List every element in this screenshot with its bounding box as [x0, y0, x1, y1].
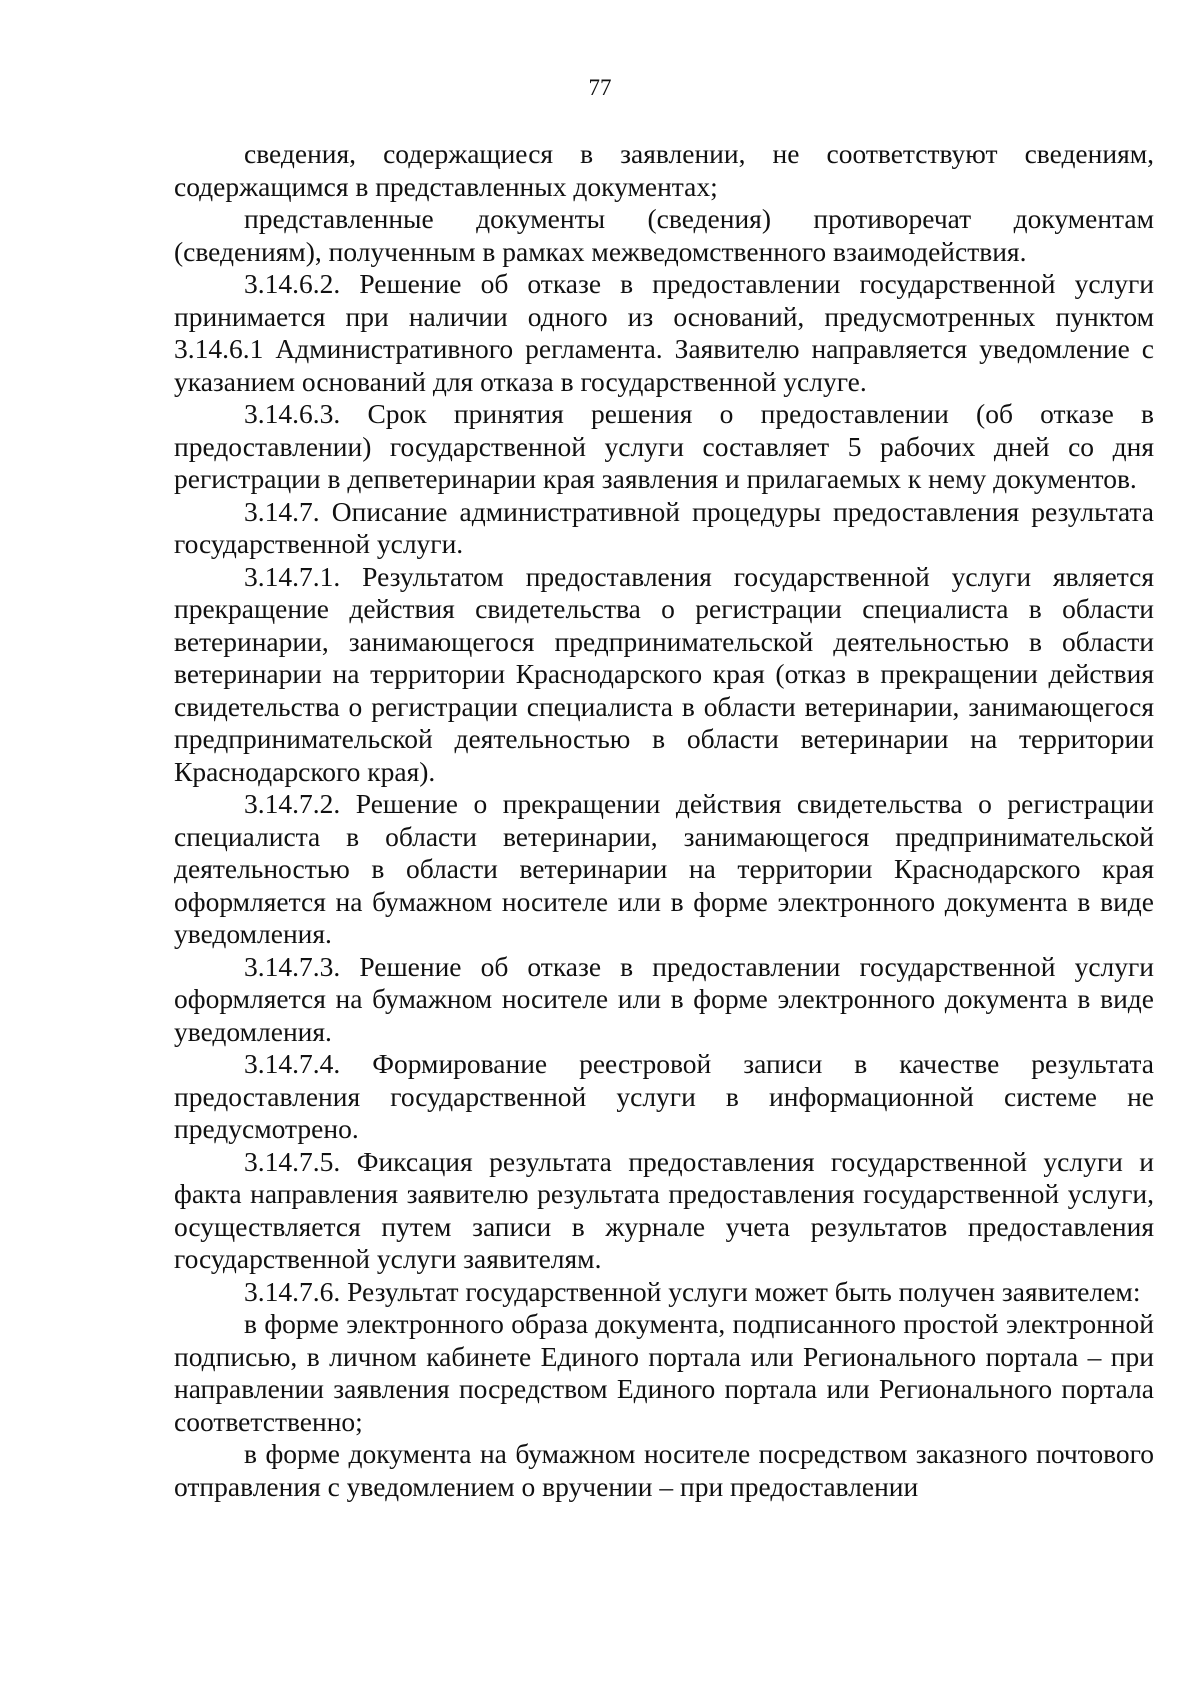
- paragraph: 3.14.7.5. Фиксация результата предоставления государственной услуги и факта направления заявителю результата предоставления государственной услуги, осуществляется путем записи в журнале учета результатов предоставления государственной услуги заявителям.: [174, 1145, 1154, 1274]
- paragraph: представленные документы (сведения) противоречат документам (сведениям), полученным в рамках межведомственного взаимодействия.: [174, 203, 1154, 267]
- paragraph: 3.14.7.1. Результатом предоставления государственной услуги является прекращение действия свидетельства о регистрации специалиста в области ветеринарии, занимающегося предпринимательской деятельностью в области ветеринарии на территории Краснодарского края (отказ в прекращении действия свидетельства о регистрации специалиста в области ветеринарии, занимающегося предпринимательской деятельностью в области ветеринарии на территории Краснодарского края).: [174, 560, 1154, 787]
- paragraph: 3.14.7.3. Решение об отказе в предоставлении государственной услуги оформляется на бумажном носителе или в форме электронного документа в виде уведомления.: [174, 950, 1154, 1047]
- paragraph: 3.14.7. Описание административной процедуры предоставления результата государственной услуги.: [174, 495, 1154, 559]
- paragraph: в форме документа на бумажном носителе посредством заказного почтового отправления с уведомлением о вручении – при предоставлении: [174, 1438, 1154, 1502]
- paragraph: 3.14.7.6. Результат государственной услуги может быть получен заявителем:: [244, 1275, 1141, 1307]
- document-body: [174, 138, 1154, 1503]
- page-number: 77: [588, 75, 612, 100]
- paragraph: в форме электронного образа документа, подписанного простой электронной подписью, в личном кабинете Единого портала или Регионального портала – при направлении заявления посредством Единого портала или Регионального портала соответственно;: [174, 1308, 1154, 1437]
- paragraph: 3.14.6.3. Срок принятия решения о предоставлении (об отказе в предоставлении) государственной услуги составляет 5 рабочих дней со дня регистрации в депветеринарии края заявления и прилагаемых к нему документов.: [174, 398, 1154, 494]
- paragraph: 3.14.7.2. Решение о прекращении действия свидетельства о регистрации специалиста в области ветеринарии, занимающегося предпринимательской деятельностью в области ветеринарии на территории Краснодарского края оформляется на бумажном носителе или в форме электронного документа в виде уведомления.: [174, 788, 1154, 949]
- paragraph: сведения, содержащиеся в заявлении, не соответствуют сведениям, содержащимся в представленных документах;: [174, 138, 1154, 202]
- paragraph: 3.14.6.2. Решение об отказе в предоставлении государственной услуги принимается при наличии одного из оснований, предусмотренных пунктом 3.14.6.1 Административного регламента. Заявителю направляется уведомление с указанием оснований для отказа в государственной услуге.: [174, 268, 1154, 397]
- paragraph: 3.14.7.4. Формирование реестровой записи в качестве результата предоставления государственной услуги в информационной системе не предусмотрено.: [174, 1048, 1154, 1144]
